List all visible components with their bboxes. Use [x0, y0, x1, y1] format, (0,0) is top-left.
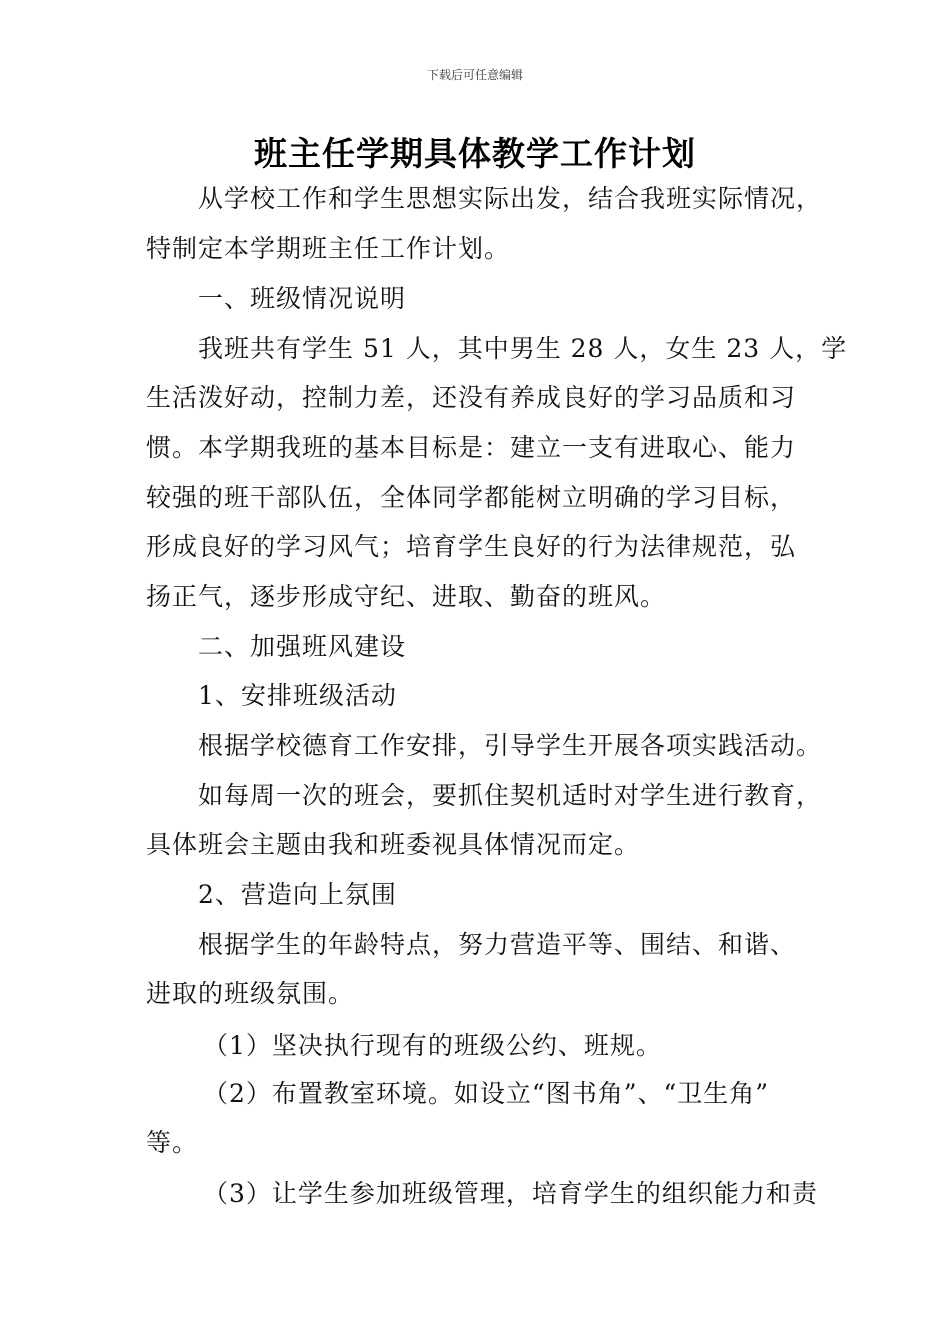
- paragraph-line: 扬正气，逐步形成守纪、进取、勤奋的班风。: [146, 582, 667, 611]
- paragraph-line: 较强的班干部队伍，全体同学都能树立明确的学习目标，: [146, 483, 797, 512]
- header-note: 下载后可任意编辑: [426, 68, 523, 82]
- list-item: （3）让学生参加班级管理，培育学生的组织能力和责: [203, 1179, 818, 1208]
- paragraph-line: 我班共有学生 51 人，其中男生 28 人，女生 23 人，学: [198, 334, 848, 363]
- paragraph-line: 形成良好的学习风气；培育学生良好的行为法律规范，弘: [146, 532, 797, 561]
- paragraph-line: 根据学生的年龄特点，努力营造平等、围结、和谐、: [198, 930, 797, 959]
- subsection-heading: 2、营造向上氛围: [198, 880, 397, 909]
- list-item: （1）坚决执行现有的班级公约、班规。: [203, 1031, 662, 1060]
- paragraph-line: 如每周一次的班会，要抓住契机适时对学生进行教育，: [198, 781, 823, 810]
- paragraph-line: 生活泼好动，控制力差，还没有养成良好的学习品质和习: [146, 383, 797, 412]
- section-heading: 一、班级情况说明: [198, 284, 407, 313]
- subsection-heading: 1、安排班级活动: [198, 681, 397, 710]
- paragraph-line: 从学校工作和学生思想实际出发，结合我班实际情况，: [198, 184, 823, 213]
- list-item: （2）布置教室环境。如设立“图书角”、“卫生角”: [203, 1079, 770, 1108]
- paragraph-line: 具体班会主题由我和班委视具体情况而定。: [146, 830, 641, 859]
- paragraph-line: 根据学校德育工作安排，引导学生开展各项实践活动。: [198, 731, 823, 760]
- paragraph-line: 特制定本学期班主任工作计划。: [146, 234, 511, 263]
- list-item-continuation: 等。: [146, 1128, 199, 1157]
- paragraph-line: 惯。本学期我班的基本目标是：建立一支有进取心、能力: [146, 433, 797, 462]
- document-title: 班主任学期具体教学工作计划: [254, 134, 696, 173]
- section-heading: 二、加强班风建设: [198, 632, 407, 661]
- paragraph-line: 进取的班级氛围。: [146, 979, 355, 1008]
